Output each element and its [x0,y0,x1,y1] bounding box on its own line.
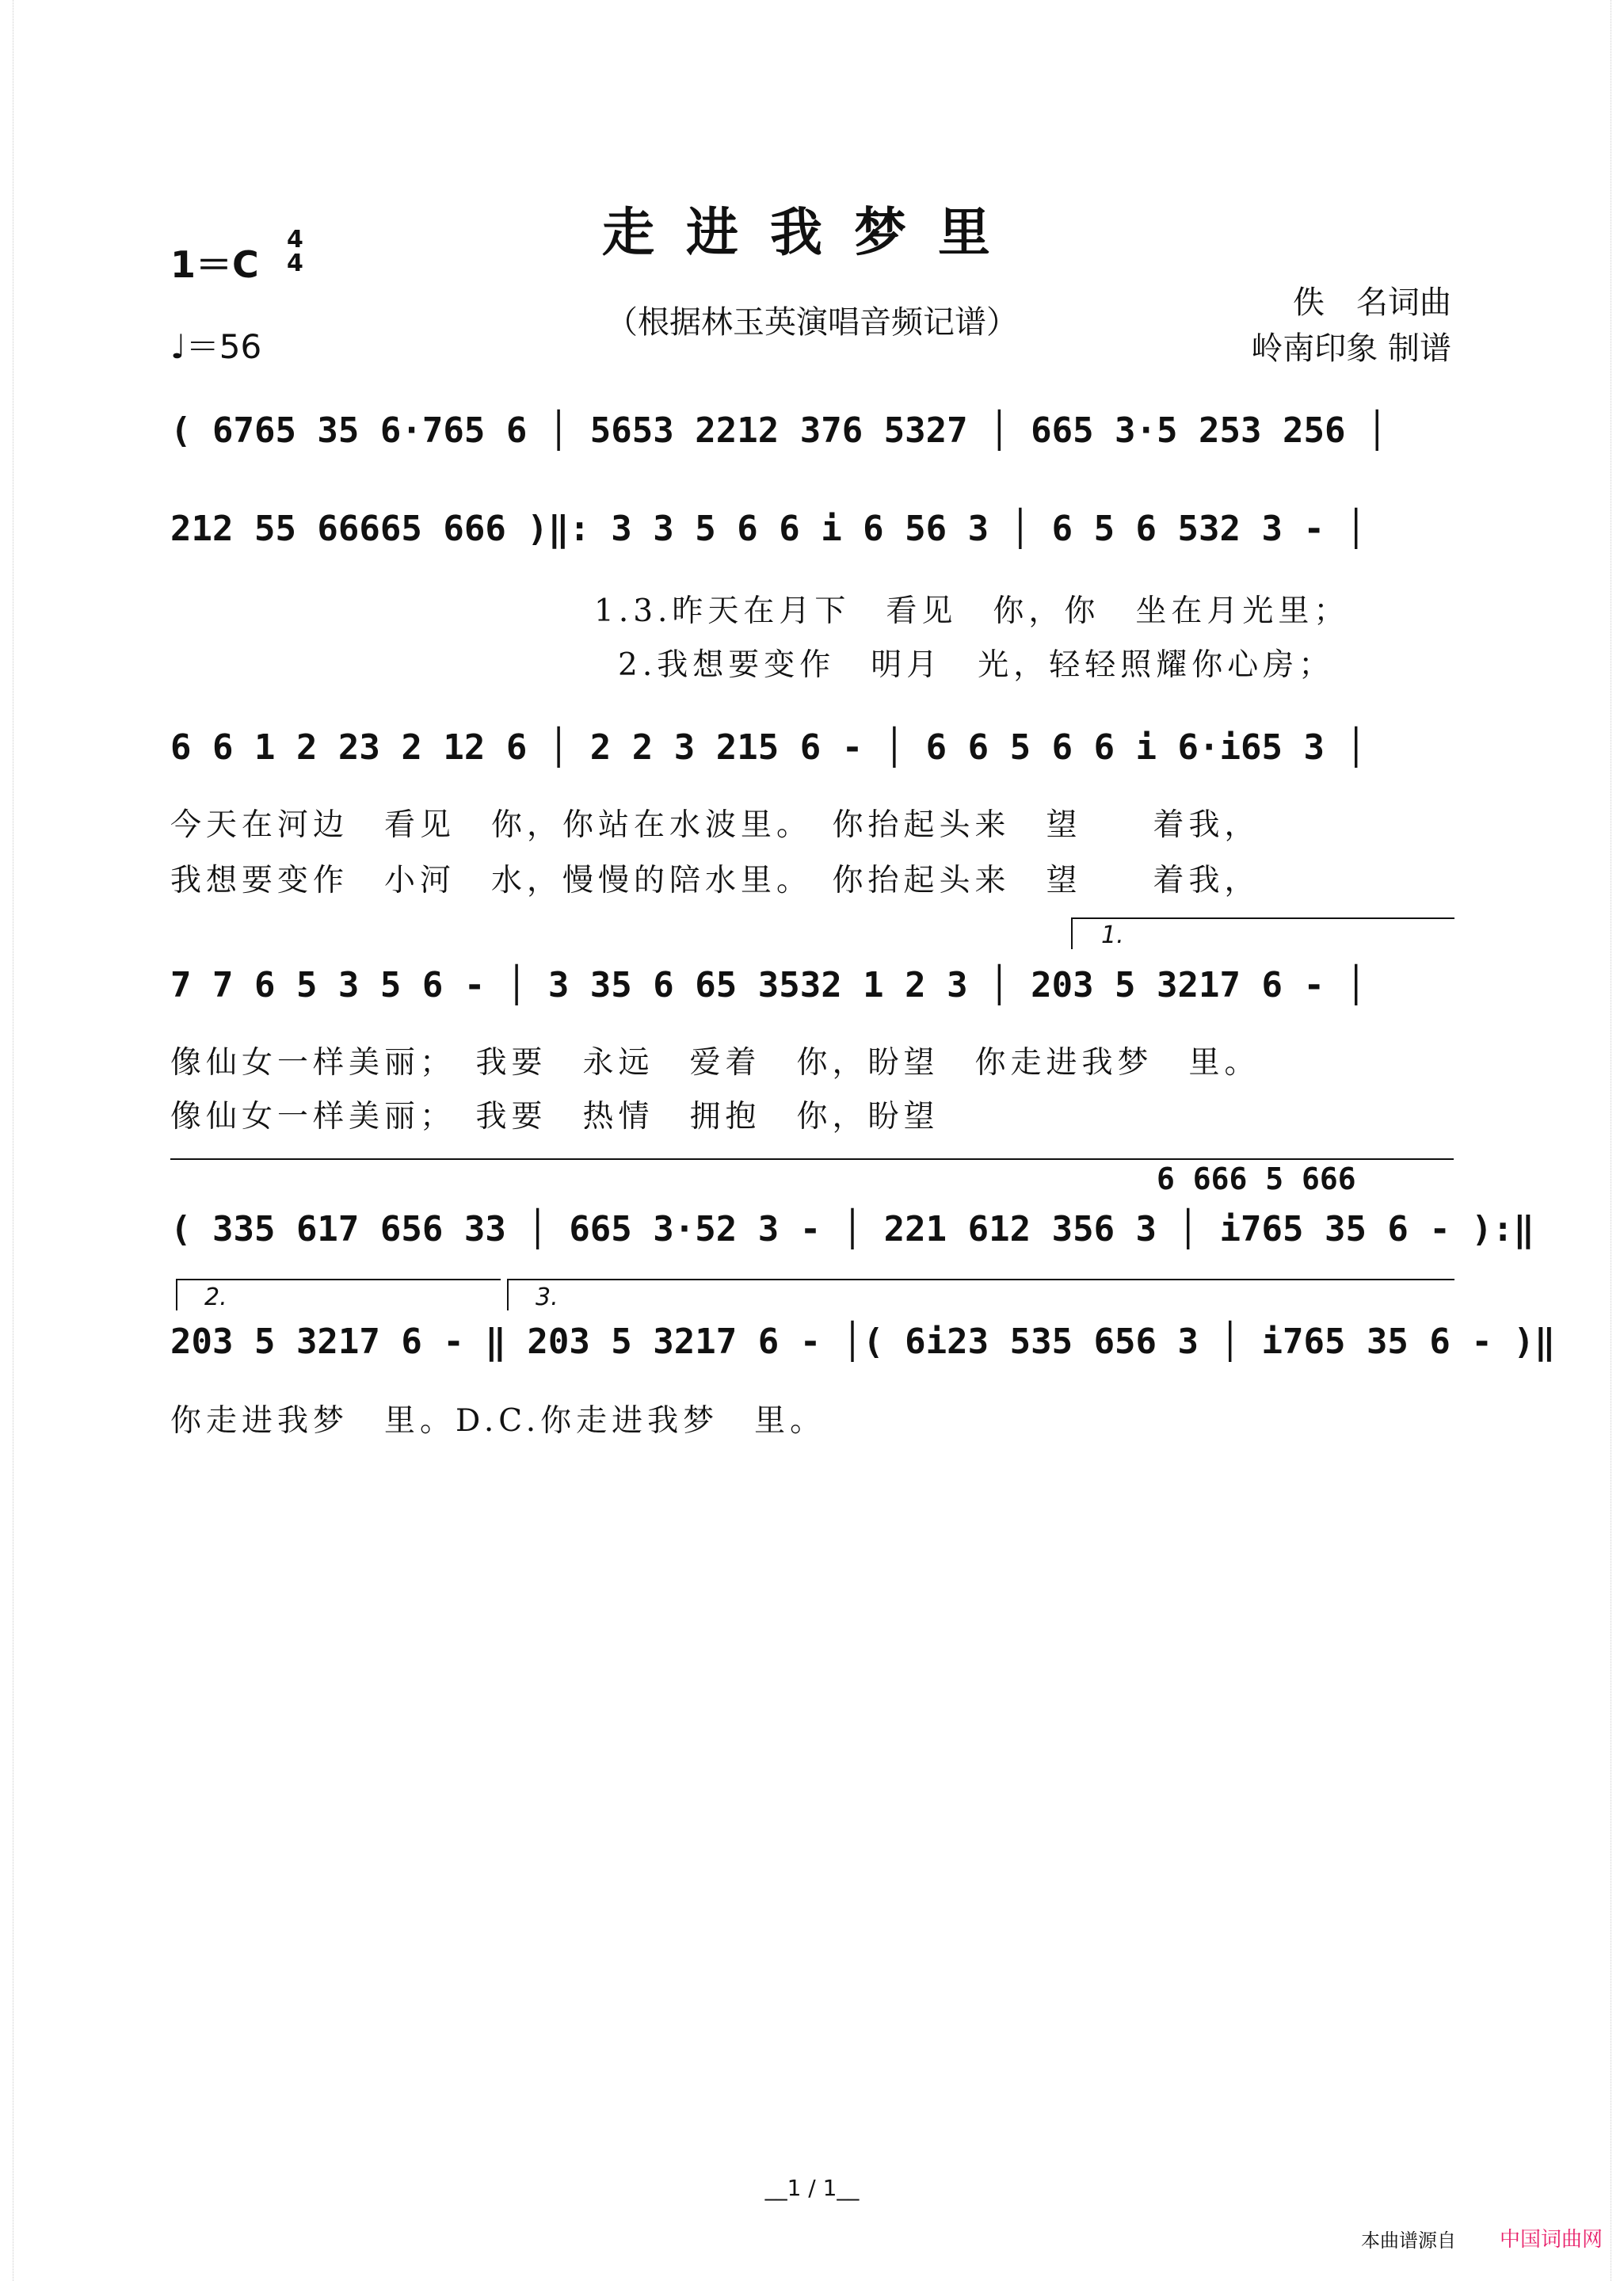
volta-2-bracket-edge [176,1279,177,1310]
staff-line-4: 7 7 6 5 3 5 6 - │ 3 35 6 65 3532 1 2 3 │ 203 5 3217 6 - │ [170,965,1367,1005]
song-subtitle: （根据林玉英演唱音频记谱） [606,304,1018,341]
staff-line-2: 212 55 66665 666 )‖: 3 3 5 6 6 i 6 56 3 │ 6 5 6 532 3 - │ [170,509,1367,549]
time-signature [287,228,303,276]
lyricist-composer: 佚 名词曲 [1293,284,1451,321]
volta-3-bracket [507,1279,1454,1280]
page-number: __1 / 1__ [764,2175,860,2201]
staff-line-5-upper: 6 666 5 666 [1157,1161,1356,1196]
staff-line-5: ( 335 617 656 33 │ 665 3·52 3 - │ 221 612 356 3 │ i765 35 6 - ):‖ [170,1209,1534,1249]
interlude-divider [170,1158,1454,1160]
lyric-verse1-line1: 1.3.昨天在月下 看见 你，你 坐在月光里； [594,593,1350,629]
lyric-ending-line: 你走进我梦 里。D.C.你走进我梦 里。 [170,1403,826,1439]
staff-line-6: 203 5 3217 6 - ‖ 203 5 3217 6 - │( 6i23 535 656 3 │ i765 35 6 - )‖ [170,1322,1556,1362]
lyric-verse2-line2: 我想要变作 小河 水，慢慢的陪水里。 你抬起头来 望 着我， [170,863,1260,898]
time-signature-bottom: 4 [287,250,303,277]
staff-line-3: 6 6 1 2 23 2 12 6 │ 2 2 3 215 6 - │ 6 6 5 6 6 i 6·i65 3 │ [170,727,1367,768]
volta-1-bracket [1071,917,1454,919]
lyric-verse2-line1: 2.我想要变作 明月 光，轻轻照耀你心房； [618,647,1335,683]
staff-line-1: ( 6765 35 6·765 6 │ 5653 2212 376 5327 │ 665 3·5 253 256 │ [170,410,1388,451]
lyric-verse1-line3: 像仙女一样美丽； 我要 永远 爱着 你，盼望 你走进我梦 里。 [170,1045,1260,1081]
arranger: 岭南印象 制谱 [1251,330,1451,367]
key-signature: 1＝C [170,243,259,286]
lyric-verse2-line3: 像仙女一样美丽； 我要 热情 拥抱 你，盼望 [170,1099,940,1135]
volta-3-label: 3. [536,1284,558,1311]
volta-1-label: 1. [1101,921,1124,949]
lyric-verse1-line2: 今天在河边 看见 你，你站在水波里。 你抬起头来 望 着我， [170,807,1260,843]
source-label: 本曲谱源自 [1361,2230,1456,2252]
tempo-marking: ♩＝56 [170,327,262,366]
volta-1-bracket-edge [1071,917,1073,949]
volta-2-label: 2. [204,1284,227,1311]
song-title: 走进我梦里 [602,201,1022,263]
time-signature-top: 4 [287,226,303,254]
brand-link[interactable]: 中国词曲网 [1500,2228,1603,2252]
volta-3-bracket-edge [507,1279,509,1310]
volta-2-bracket [176,1279,501,1280]
